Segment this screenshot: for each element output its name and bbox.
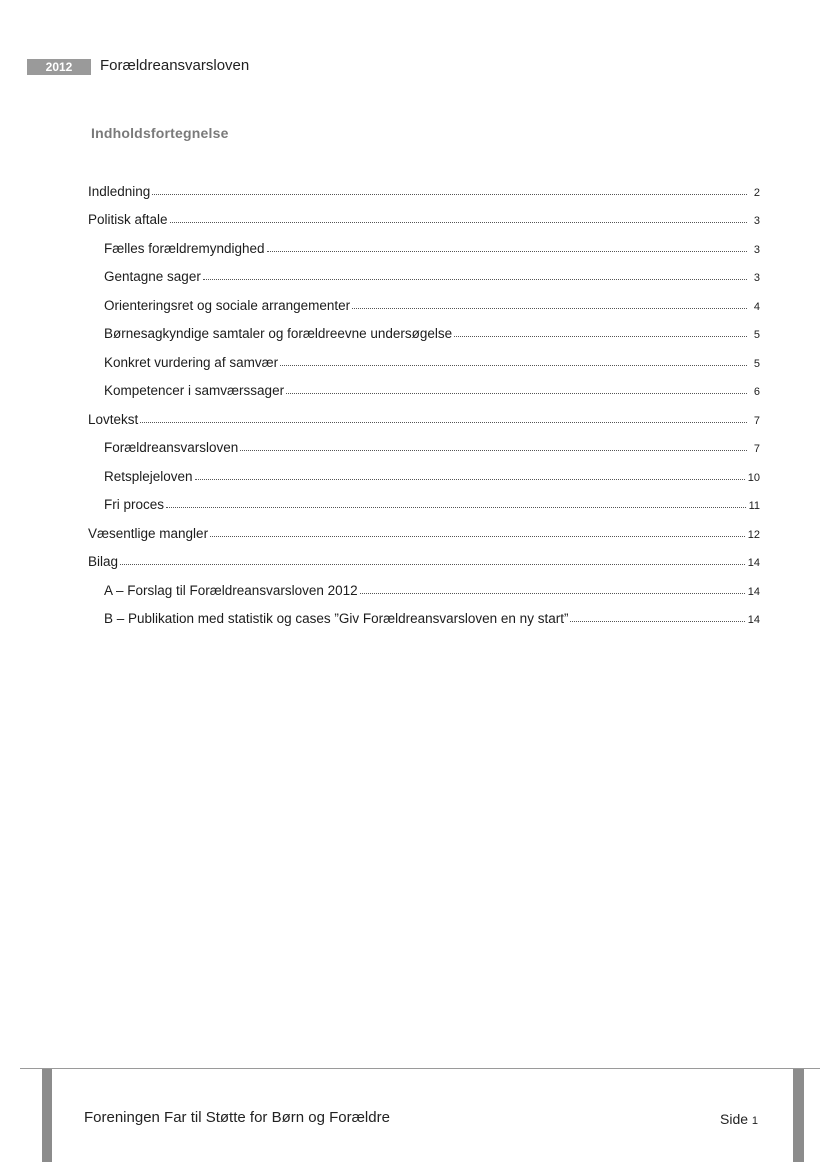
toc-entry[interactable]	[88, 512, 760, 541]
toc-entry-label: Lovtekst	[88, 411, 139, 427]
toc-entry[interactable]	[88, 541, 760, 570]
toc-dot-leader	[267, 250, 747, 252]
toc-entry-page: 14	[747, 557, 760, 569]
toc-dot-leader	[152, 193, 747, 195]
footer-page-number	[720, 1111, 758, 1127]
toc-entry[interactable]	[88, 598, 760, 627]
toc-entry-label: Fri proces	[104, 497, 165, 512]
toc-heading: Indholdsfortegnelse	[91, 125, 229, 141]
footer-divider	[20, 1068, 820, 1069]
toc-entry-page: 7	[753, 443, 760, 455]
toc-entry-page: 14	[747, 614, 760, 626]
toc-entry[interactable]	[88, 341, 760, 370]
toc-entry[interactable]	[88, 170, 760, 199]
toc-entry[interactable]	[88, 370, 760, 399]
toc-entry-label: B – Publikation med statistik og cases ”Giv Forældreansvarsloven en ny start”	[104, 611, 569, 626]
toc-dot-leader	[360, 592, 745, 594]
toc-entry[interactable]	[88, 427, 760, 456]
toc-entry[interactable]	[88, 284, 760, 313]
footer-right-bar	[793, 1069, 804, 1162]
toc-entry-label: Indledning	[88, 183, 151, 199]
toc-entry-label: Kompetencer i samværssager	[104, 383, 285, 398]
toc-entry-page: 5	[753, 357, 760, 370]
toc-dot-leader	[203, 278, 747, 280]
toc-entry-page: 2	[753, 186, 760, 199]
footer-left-bar	[42, 1069, 52, 1162]
toc-dot-leader	[280, 364, 747, 366]
toc-entry-label: Forældreansvarsloven	[104, 440, 239, 455]
toc-entry-label: Børnesagkyndige samtaler og forældreevne undersøgelse	[104, 326, 453, 341]
toc-entry-page: 14	[747, 585, 760, 598]
toc-entry-label: Retsplejeloven	[104, 468, 193, 484]
toc-entry[interactable]	[88, 256, 760, 285]
toc-entry-page: 7	[753, 414, 760, 427]
toc-entry-page: 4	[753, 300, 760, 313]
toc-entry-label: Væsentlige mangler	[88, 525, 209, 541]
footer-organization: Foreningen Far til Støtte for Børn og Forældre	[84, 1109, 390, 1126]
toc-dot-leader	[454, 335, 747, 337]
toc-dot-leader	[170, 221, 747, 223]
toc-entry-page: 11	[748, 500, 760, 512]
toc-entry-label: Orienteringsret og sociale arrangementer	[104, 297, 351, 313]
toc-entry-page: 6	[753, 386, 760, 398]
toc-entry[interactable]	[88, 227, 760, 256]
toc-entry-page: 3	[753, 215, 760, 227]
toc-entry-label: Bilag	[88, 554, 119, 569]
toc-entry-label: Konkret vurdering af samvær	[104, 354, 279, 370]
toc-entry-page: 3	[753, 272, 760, 284]
toc-entry[interactable]	[88, 199, 760, 228]
toc-dot-leader	[140, 421, 747, 423]
footer-page-value: 1	[751, 1115, 759, 1127]
toc-entry[interactable]	[88, 398, 760, 427]
toc-dot-leader	[570, 620, 744, 622]
toc-dot-leader	[210, 535, 745, 537]
toc-entry-label: Fælles forældremyndighed	[104, 240, 265, 256]
toc-entry[interactable]	[88, 455, 760, 484]
toc-entry-page: 3	[753, 243, 760, 256]
toc-entry-label: A – Forslag til Forældreansvarsloven 2012	[104, 582, 358, 598]
toc-entry[interactable]	[88, 484, 760, 513]
toc-entry-label: Gentagne sager	[104, 269, 201, 284]
toc-dot-leader	[286, 392, 747, 394]
toc-entry[interactable]	[88, 313, 760, 342]
toc-entry-page: 12	[747, 528, 760, 541]
toc-dot-leader	[195, 478, 745, 480]
footer-page-label: Side	[720, 1111, 749, 1127]
toc-entry-page: 5	[753, 329, 760, 341]
year-badge: 2012	[27, 59, 91, 75]
toc-entry-label: Politisk aftale	[88, 212, 168, 227]
toc-dot-leader	[166, 506, 746, 508]
toc-entry-page: 10	[747, 471, 760, 484]
document-title: Forældreansvarsloven	[100, 57, 250, 74]
table-of-contents	[88, 170, 760, 626]
toc-dot-leader	[120, 563, 745, 565]
toc-dot-leader	[352, 307, 747, 309]
toc-entry[interactable]	[88, 569, 760, 598]
toc-dot-leader	[240, 449, 747, 451]
